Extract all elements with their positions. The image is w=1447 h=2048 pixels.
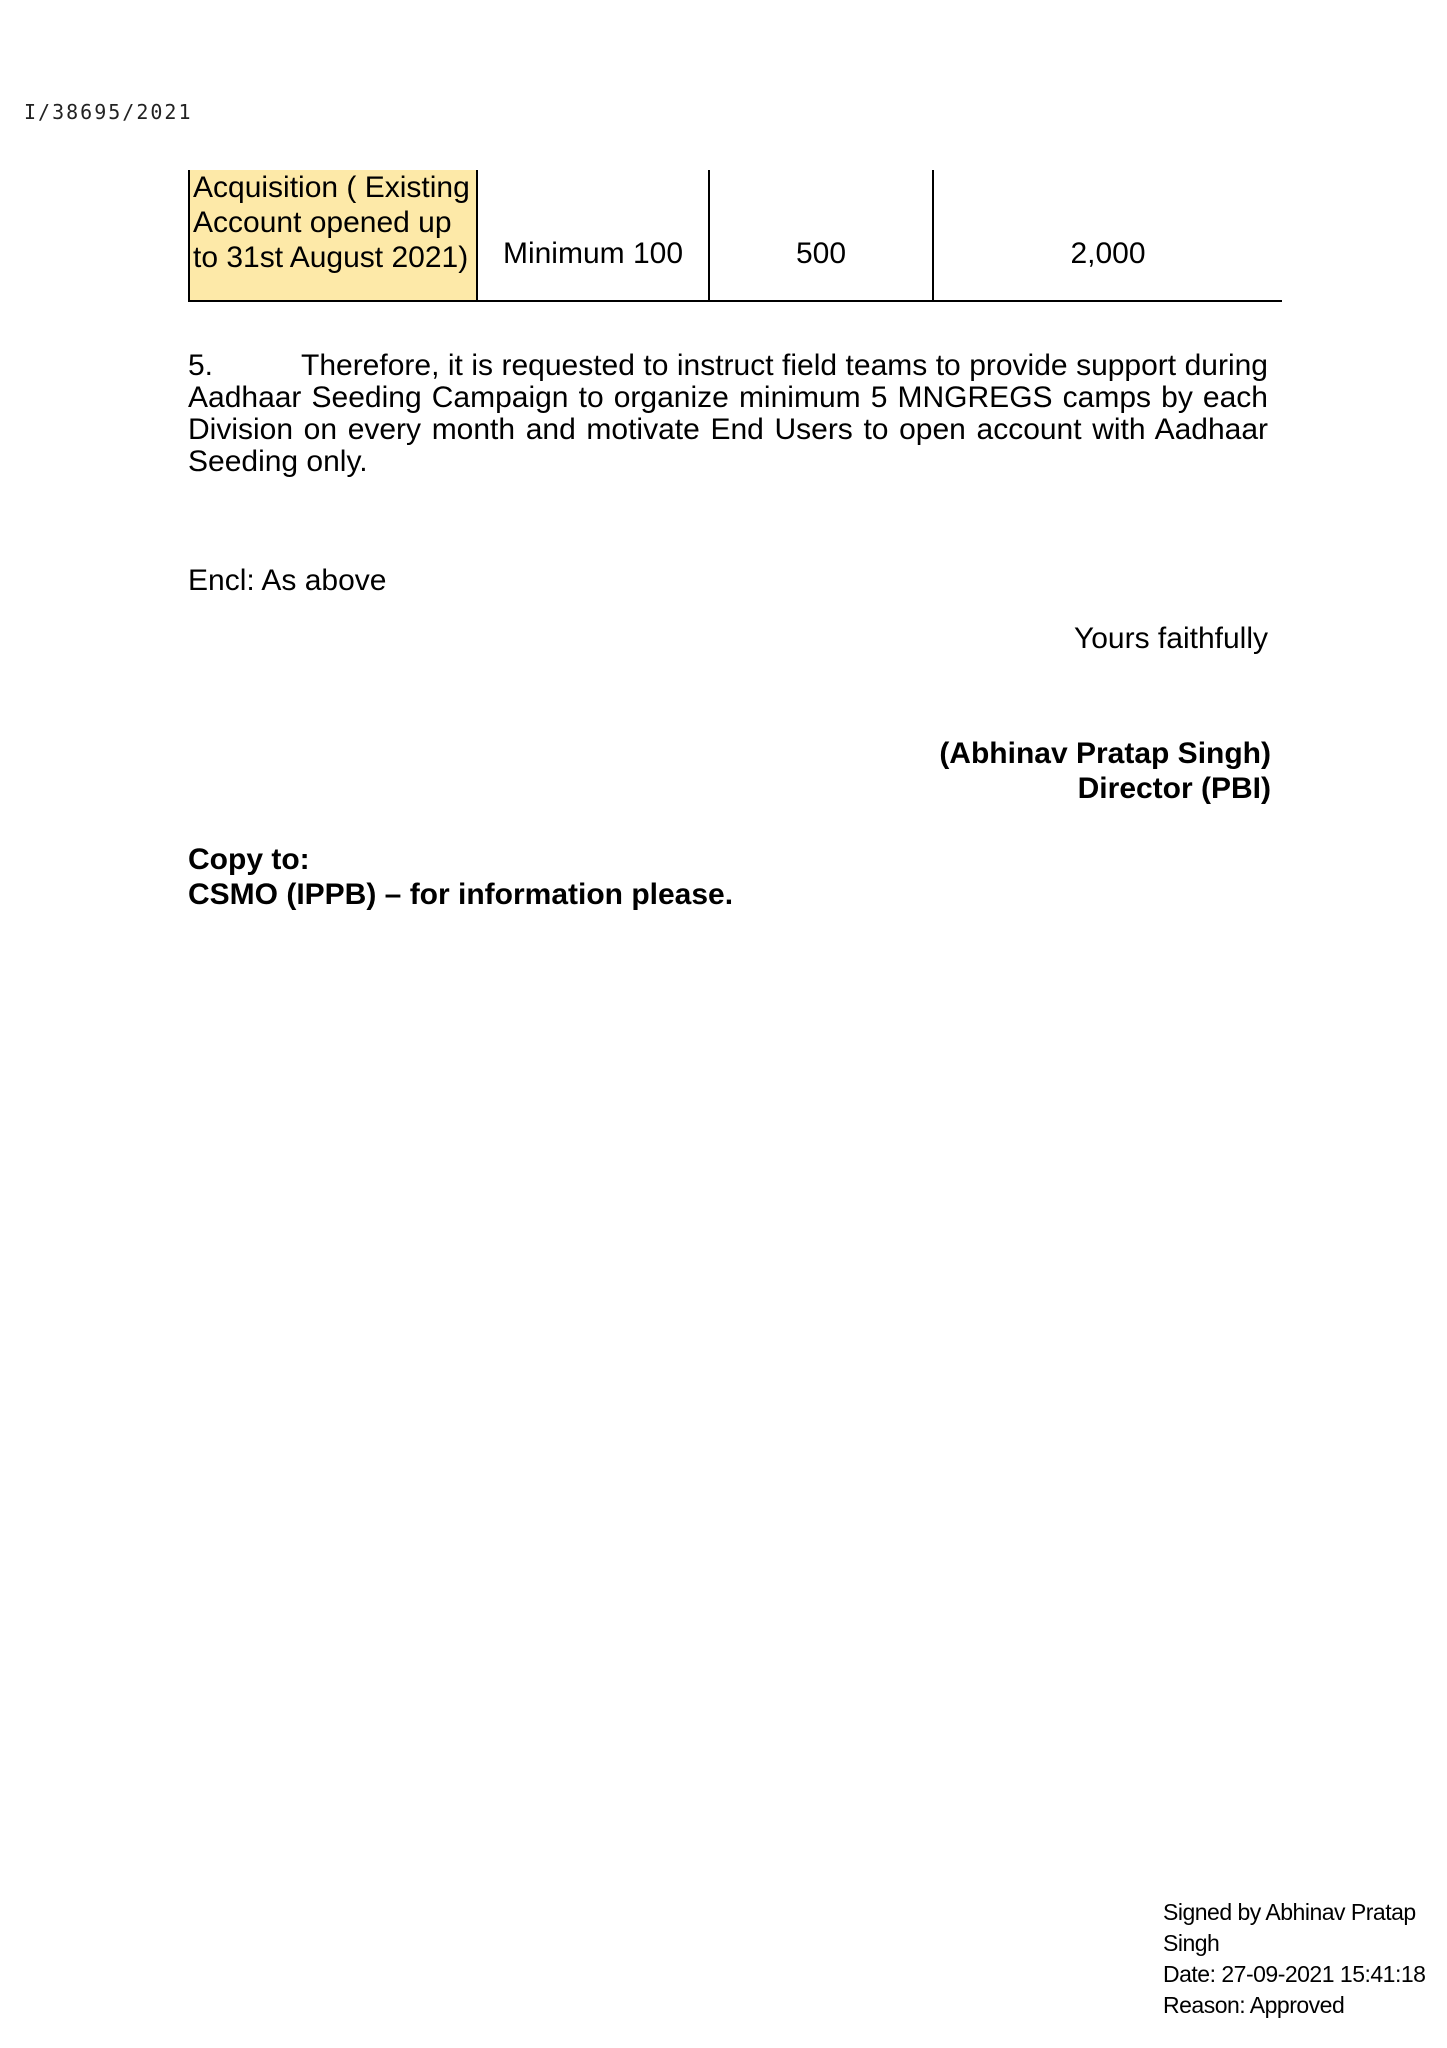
targets-table-fragment	[188, 170, 1282, 302]
stamp-signer-surname: Singh	[1163, 1930, 1220, 1956]
total-value: 2,000	[1070, 237, 1146, 270]
file-reference-number: I/38695/2021	[24, 100, 193, 124]
target-cell	[710, 170, 934, 300]
enclosure-note: Encl: As above	[188, 564, 387, 597]
paragraph-line: Aadhaar Seeding Campaign to organize minimum 5 MNGREGS camps by each	[188, 381, 1268, 414]
category-line: Acquisition ( Existing	[193, 171, 470, 204]
paragraph-number: 5.	[188, 349, 214, 382]
minimum-cell	[478, 170, 710, 300]
category-cell	[188, 170, 478, 300]
stamp-date: Date: 27-09-2021 15:41:18	[1163, 1961, 1426, 1987]
paragraph-5	[188, 350, 1268, 478]
category-line: to 31st August 2021)	[193, 241, 469, 274]
copy-to-heading: Copy to:	[188, 843, 310, 876]
digital-signature-stamp	[1163, 1897, 1425, 2021]
closing-salutation: Yours faithfully	[1073, 622, 1268, 655]
paragraph-line: Division on every month and motivate End Users to open account with Aadhaar	[188, 413, 1268, 446]
stamp-reason: Reason: Approved	[1163, 1992, 1345, 2018]
stamp-signed-by: Signed by Abhinav Pratap	[1163, 1899, 1416, 1925]
signatory-title: Director (PBI)	[1077, 772, 1271, 805]
copy-to-recipient: CSMO (IPPB) – for information please.	[188, 878, 734, 911]
paragraph-text: Therefore, it is requested to instruct field teams to provide support during	[301, 349, 1268, 382]
signatory-name: (Abhinav Pratap Singh)	[939, 737, 1271, 770]
target-value: 500	[795, 237, 847, 270]
total-cell	[934, 170, 1282, 300]
category-line: Account opened up	[193, 206, 452, 239]
paragraph-line	[188, 350, 1268, 382]
paragraph-line: Seeding only.	[188, 445, 368, 478]
minimum-value: Minimum 100	[502, 237, 684, 270]
